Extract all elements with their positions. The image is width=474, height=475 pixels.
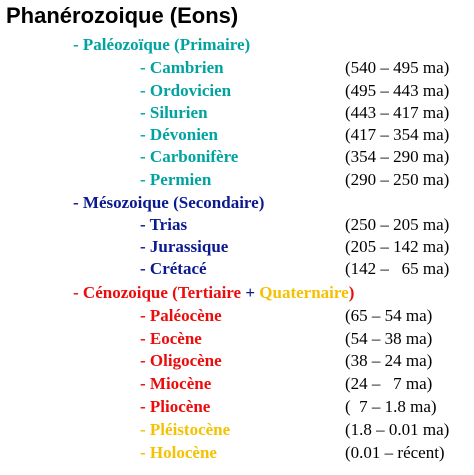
period-range-silurian: (443 – 417 ma) <box>345 103 450 122</box>
period-row-carboniferous <box>0 146 474 168</box>
period-row-miocene <box>0 373 474 395</box>
period-row-ordovician <box>0 80 474 102</box>
period-name-cretaceous: - Crétacé <box>140 259 207 278</box>
period-name-carboniferous: - Carbonifère <box>140 147 239 166</box>
period-row-silurian <box>0 102 474 124</box>
period-row-eocene <box>0 328 474 350</box>
period-range-triassic: (250 – 205 ma) <box>345 215 450 234</box>
period-row-permian <box>0 169 474 191</box>
era-row-paleozoic <box>0 34 474 56</box>
period-range-jurassic: (205 – 142 ma) <box>345 237 450 256</box>
period-name-devonian: - Dévonien <box>140 125 218 144</box>
period-range-holocene: (0.01 – récent) <box>345 443 445 462</box>
era-label-cenozoic-plus: + <box>245 283 256 302</box>
period-name-miocene: - Miocène <box>140 374 212 393</box>
period-range-cretaceous: (142 – 65 ma) <box>345 259 450 278</box>
period-name-permian: - Permien <box>140 170 212 189</box>
period-row-pleistocene <box>0 419 474 441</box>
era-label-cenozoic-quaternary: Quaternaire <box>255 283 349 302</box>
period-range-devonian: (417 – 354 ma) <box>345 125 450 144</box>
era-label-paleozoic: - Paléozoïque (Primaire) <box>73 35 251 54</box>
period-row-pliocene <box>0 396 474 418</box>
period-range-oligocene: (38 – 24 ma) <box>345 351 433 370</box>
period-range-pliocene: ( 7 – 1.8 ma) <box>345 397 437 416</box>
period-name-pliocene: - Pliocène <box>140 397 211 416</box>
period-range-ordovician: (495 – 443 ma) <box>345 81 450 100</box>
period-row-holocene <box>0 442 474 464</box>
period-name-paleocene: - Paléocène <box>140 306 222 325</box>
period-row-cretaceous <box>0 258 474 280</box>
period-name-jurassic: - Jurassique <box>140 237 229 256</box>
period-row-cambrian <box>0 57 474 79</box>
era-row-cenozoic <box>0 282 474 304</box>
period-range-carboniferous: (354 – 290 ma) <box>345 147 450 166</box>
period-name-pleistocene: - Pléistocène <box>140 420 231 439</box>
period-row-paleocene <box>0 305 474 327</box>
period-name-ordovician: - Ordovicien <box>140 81 232 100</box>
era-label-cenozoic-close: ) <box>348 283 355 302</box>
period-range-cambrian: (540 – 495 ma) <box>345 58 450 77</box>
period-name-holocene: - Holocène <box>140 443 217 462</box>
period-range-permian: (290 – 250 ma) <box>345 170 450 189</box>
era-label-cenozoic <box>73 282 354 304</box>
period-name-oligocene: - Oligocène <box>140 351 222 370</box>
period-name-silurian: - Silurien <box>140 103 208 122</box>
page-title: Phanérozoique (Eons) <box>6 3 239 28</box>
period-range-eocene: (54 – 38 ma) <box>345 329 433 348</box>
period-name-eocene: - Eocène <box>140 329 202 348</box>
period-name-triassic: - Trias <box>140 215 188 234</box>
period-name-cambrian: - Cambrien <box>140 58 224 77</box>
period-row-triassic <box>0 214 474 236</box>
era-label-mesozoic: - Mésozoique (Secondaire) <box>73 193 265 212</box>
era-row-mesozoic <box>0 192 474 214</box>
period-row-oligocene <box>0 350 474 372</box>
period-range-miocene: (24 – 7 ma) <box>345 374 433 393</box>
period-row-devonian <box>0 124 474 146</box>
era-label-cenozoic-tertiary: - Cénozoique (Tertiaire <box>73 283 246 302</box>
period-row-jurassic <box>0 236 474 258</box>
period-range-paleocene: (65 – 54 ma) <box>345 306 433 325</box>
period-range-pleistocene: (1.8 – 0.01 ma) <box>345 420 450 439</box>
